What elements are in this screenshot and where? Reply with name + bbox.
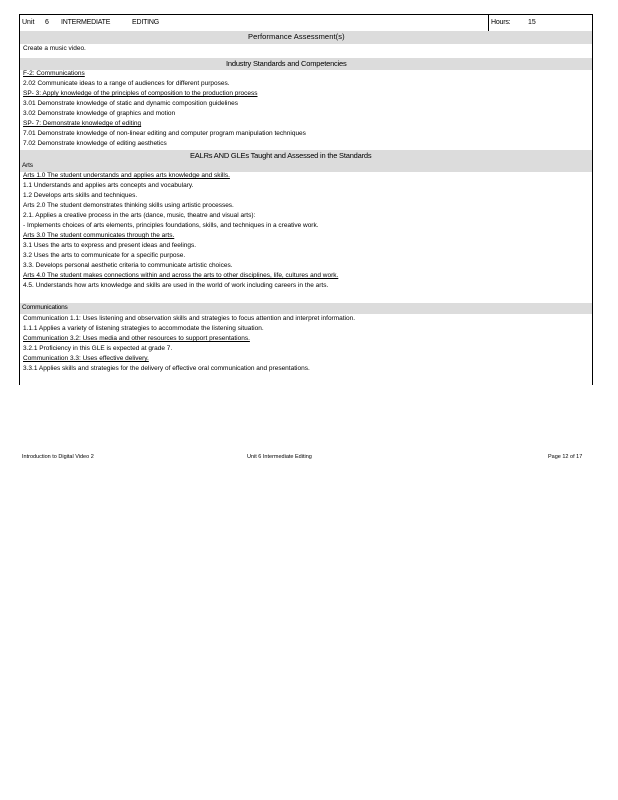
footer-page: Page 12 of 17 bbox=[548, 454, 583, 460]
unit-number: 6 bbox=[45, 19, 49, 26]
list-item: 3.1 Uses the arts to express and present ideas and feelings. bbox=[23, 242, 197, 249]
list-item: 1.2 Develops arts skills and techniques. bbox=[23, 192, 138, 199]
list-item: 2.02 Communicate ideas to a range of audiences for different purposes. bbox=[23, 80, 230, 87]
hours-label: Hours: bbox=[491, 19, 511, 26]
list-item: Communication 3.3: Uses effective delivery. bbox=[23, 355, 149, 362]
unit-title: INTERMEDIATE bbox=[61, 19, 111, 26]
list-item: Arts 1.0 The student understands and applies arts knowledge and skills. bbox=[23, 172, 230, 179]
list-item: 7.01 Demonstrate knowledge of non-linear editing and computer program manipulation techniques bbox=[23, 130, 306, 137]
arts-label: Arts bbox=[22, 162, 33, 169]
hours-value: 15 bbox=[528, 19, 536, 26]
list-item: 3.2 Uses the arts to communicate for a specific purpose. bbox=[23, 252, 186, 259]
footer-unit: Unit 6 Intermediate Editing bbox=[247, 454, 312, 460]
list-item: 1.1.1 Applies a variety of listening strategies to accommodate the listening situation. bbox=[23, 325, 264, 332]
list-item: 3.2.1 Proficiency in this GLE is expected at grade 7. bbox=[23, 345, 173, 352]
list-item: F-2: Communications bbox=[23, 70, 85, 77]
list-item: 1.1 Understands and applies arts concepts and vocabulary. bbox=[23, 182, 194, 189]
list-item: Communication 3.2: Uses media and other resources to support presentations. bbox=[23, 335, 250, 342]
performance-band bbox=[20, 31, 592, 44]
unit-subtitle: EDITING bbox=[132, 19, 159, 26]
list-item: Arts 2.0 The student demonstrates thinking skills using artistic processes. bbox=[23, 202, 234, 209]
communications-label: Communications bbox=[22, 304, 68, 311]
hours-divider bbox=[488, 15, 489, 31]
industry-title: Industry Standards and Competencies bbox=[226, 59, 347, 68]
list-item: 3.01 Demonstrate knowledge of static and dynamic composition guidelines bbox=[23, 100, 238, 107]
list-item: Arts 4.0 The student makes connections within and across the arts to other disciplines, life, cultures and work. bbox=[23, 272, 339, 279]
assessment-text: Create a music video. bbox=[23, 45, 86, 52]
list-item: 3.3.1 Applies skills and strategies for the delivery of effective oral communication and presentations. bbox=[23, 365, 310, 372]
list-item: SP- 3: Apply knowledge of the principles of composition to the production process bbox=[23, 90, 258, 97]
list-item: 3.3. Develops personal aesthetic criteria to communicate artistic choices. bbox=[23, 262, 233, 269]
footer-course: Introduction to Digital Video 2 bbox=[22, 454, 94, 460]
performance-title: Performance Assessment(s) bbox=[248, 32, 345, 41]
list-item: Communication 1.1: Uses listening and observation skills and strategies to focus attention and interpret information. bbox=[23, 315, 356, 322]
ealrs-band bbox=[20, 150, 592, 172]
unit-label: Unit bbox=[22, 19, 35, 26]
list-item: 3.02 Demonstrate knowledge of graphics and motion bbox=[23, 110, 176, 117]
list-item: 7.02 Demonstrate knowledge of editing aesthetics bbox=[23, 140, 167, 147]
ealrs-title: EALRs AND GLEs Taught and Assessed in the Standards bbox=[190, 151, 372, 160]
list-item: 4.5. Understands how arts knowledge and skills are used in the world of work including careers in the arts. bbox=[23, 282, 329, 289]
list-item: - Implements choices of arts elements, principles foundations, skills, and techniques in a creative work. bbox=[23, 222, 319, 229]
industry-band bbox=[20, 58, 592, 70]
list-item: 2.1. Applies a creative process in the arts (dance, music, theatre and visual arts): bbox=[23, 212, 256, 219]
lesson-table bbox=[19, 14, 593, 385]
list-item: Arts 3.0 The student communicates through the arts. bbox=[23, 232, 175, 239]
communications-band bbox=[20, 303, 592, 314]
list-item: SP- 7: Demonstrate knowledge of editing bbox=[23, 120, 142, 127]
